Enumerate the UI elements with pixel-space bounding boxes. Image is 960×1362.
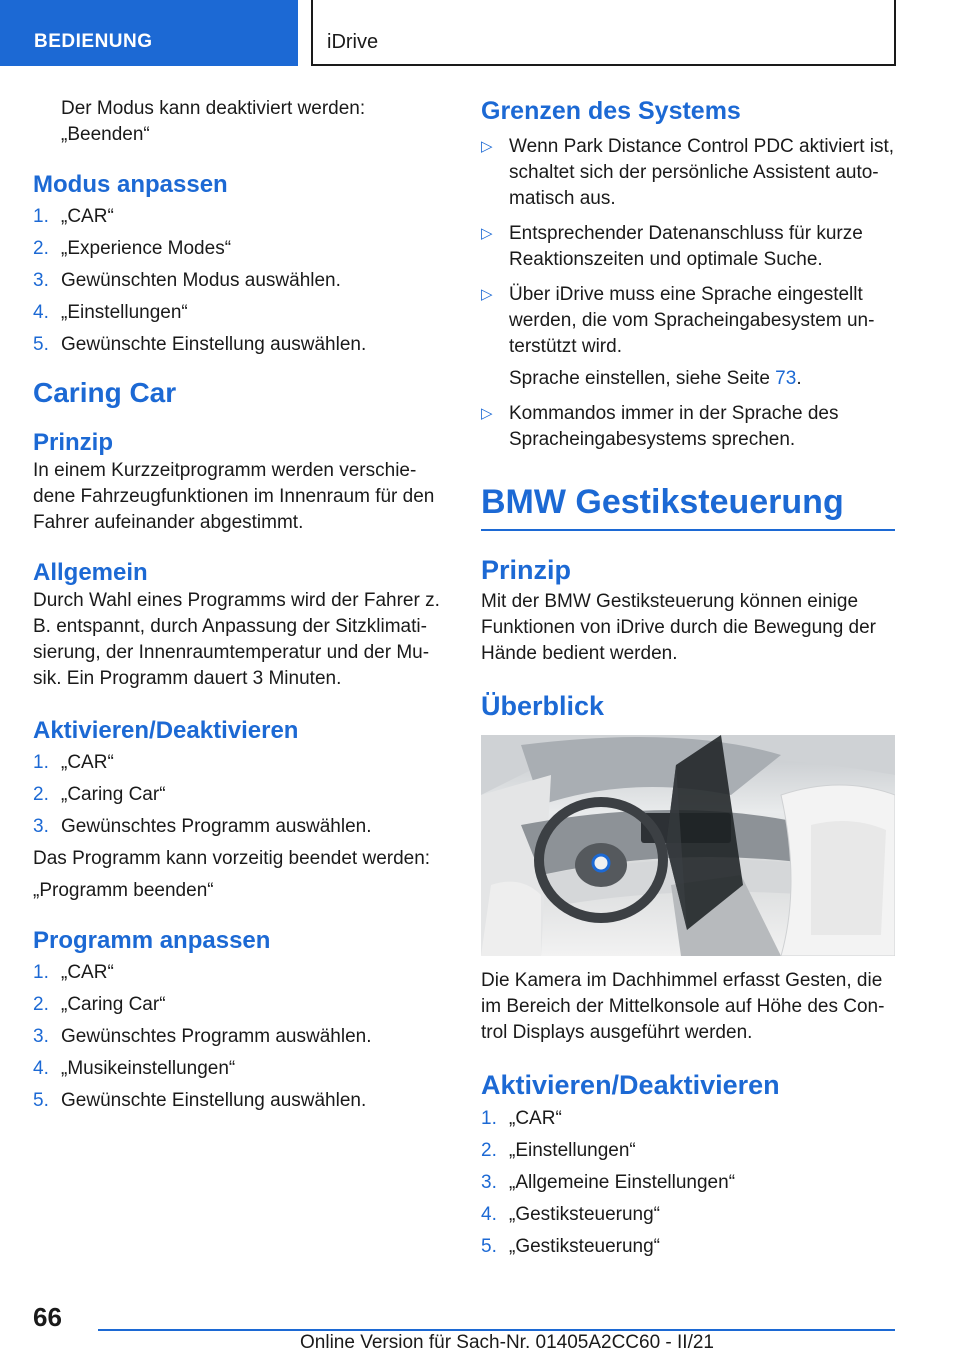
heading-aktivieren-deaktivieren-gestik: Aktivieren/Deaktivieren [481,1070,780,1100]
page-header [0,0,960,66]
car-interior-image [481,735,895,956]
heading-allgemein: Allgemein [33,559,148,586]
list-item: 2. „Experience Modes“ [33,238,232,259]
page-link-73[interactable]: 73 [775,368,797,389]
list-item: 4. „Gestiksteuerung“ [481,1204,661,1225]
heading-caring-car: Caring Car [33,377,177,408]
list-item: 5. „Gestiksteuerung“ [481,1236,661,1257]
list-gestik-steps [481,1106,895,1260]
heading-programm-anpassen: Programm anpassen [33,927,271,954]
intro-text-1: Der Modus kann deaktiviert werden: [61,98,366,119]
list-item: 5. Gewünschte Einstellung auswählen. [33,334,367,355]
list-grenzen [481,134,895,453]
online-version-text: Online Version für Sach-Nr. 01405A2CC60 - II/21 [300,1332,715,1353]
section-tab: BEDIENUNG [0,0,298,66]
heading-bmw-gestiksteuerung: BMW Gestiksteuerung [481,481,895,531]
list-item: 5. Gewünschte Einstellung auswählen. [33,1090,367,1111]
heading-modus-anpassen: Modus anpassen [33,171,228,198]
list-item: ▷ Entsprechender Datenanschluss für kurze Reaktionszeiten und optimale Suche. [481,223,863,270]
list-item: 4. „Musikeinstellungen“ [33,1058,236,1079]
aktiv-note-2: „Programm beenden“ [33,880,214,901]
chapter-tab: iDrive [311,0,896,66]
list-item: ▷ Wenn Park Distance Control PDC aktiviert ist, schaltet sich der persönliche Assistent auto-matisch aus. [481,136,895,209]
left-column [33,96,441,1120]
list-programm-steps [33,960,441,1114]
page-number: 66 [33,1302,62,1332]
heading-aktivieren-deaktivieren: Aktivieren/Deaktivieren [33,717,299,744]
list-item: 2. „Einstellungen“ [481,1140,636,1161]
heading-prinzip: Prinzip [33,429,114,456]
list-item: ▷ Über iDrive muss eine Sprache eingestellt werden, die vom Spracheingabesystem un-terstützt wird. Sprache einstellen, siehe Seite 73. [481,282,895,392]
right-column [481,96,895,1266]
list-item: ▷ Kommandos immer in der Sprache des Spracheingabesystems sprechen. [481,403,839,450]
list-item: 1. „CAR“ [481,1108,562,1129]
footer-divider [98,1329,895,1331]
gesture-camera-illustration [481,735,895,956]
allgemein-text: Durch Wahl eines Programms wird der Fahrer z. B. entspannt, durch Anpassung der Sitzklimati-sierung, der Innenraumtemperatur und der Mu-sik. Ein Programm dauert 3 Minuten. [33,590,440,689]
list-item: 2. „Caring Car“ [33,994,166,1015]
list-item: 1. „CAR“ [33,962,114,983]
list-item: 1. „CAR“ [33,752,114,773]
heading-ueberblick: Überblick [481,691,605,721]
figure-caption: Die Kamera im Dachhimmel erfasst Gesten, die im Bereich der Mittelkonsole auf Höhe des Con-trol Displays ausgeführt werden. [481,970,885,1043]
list-item: 3. „Allgemeine Einstellungen“ [481,1172,736,1193]
triangle-right-outline-icon: ▷ [481,286,493,303]
list-item: 4. „Einstellungen“ [33,302,188,323]
list-item: 2. „Caring Car“ [33,784,166,805]
list-item: 3. Gewünschtes Programm auswählen. [33,1026,372,1047]
list-item: 3. Gewünschtes Programm auswählen. [33,816,372,837]
list-aktiv-steps [33,750,441,840]
aktiv-note-1: Das Programm kann vorzeitig beendet werden: [33,848,431,869]
list-modus-steps [33,204,441,358]
sprache-hinweis: Sprache einstellen, siehe Seite 73. [509,368,802,389]
list-item: 1. „CAR“ [33,206,114,227]
heading-grenzen-des-systems: Grenzen des Systems [481,97,741,125]
list-item: 3. Gewünschten Modus auswählen. [33,270,341,291]
heading-prinzip-gestik: Prinzip [481,555,572,585]
prinzip-text: In einem Kurzzeitprogramm werden verschie-dene Fahrzeugfunktionen im Innenraum für den Fahrer aufeinander abgestimmt. [33,460,435,533]
triangle-right-outline-icon: ▷ [481,225,493,242]
triangle-right-outline-icon: ▷ [481,405,493,422]
prinzip-gestik-text: Mit der BMW Gestiksteuerung können einige Funktionen von iDrive durch die Bewegung der Hände bedient werden. [481,591,877,664]
triangle-right-outline-icon: ▷ [481,138,493,155]
intro-text-2: „Beenden“ [61,124,150,145]
